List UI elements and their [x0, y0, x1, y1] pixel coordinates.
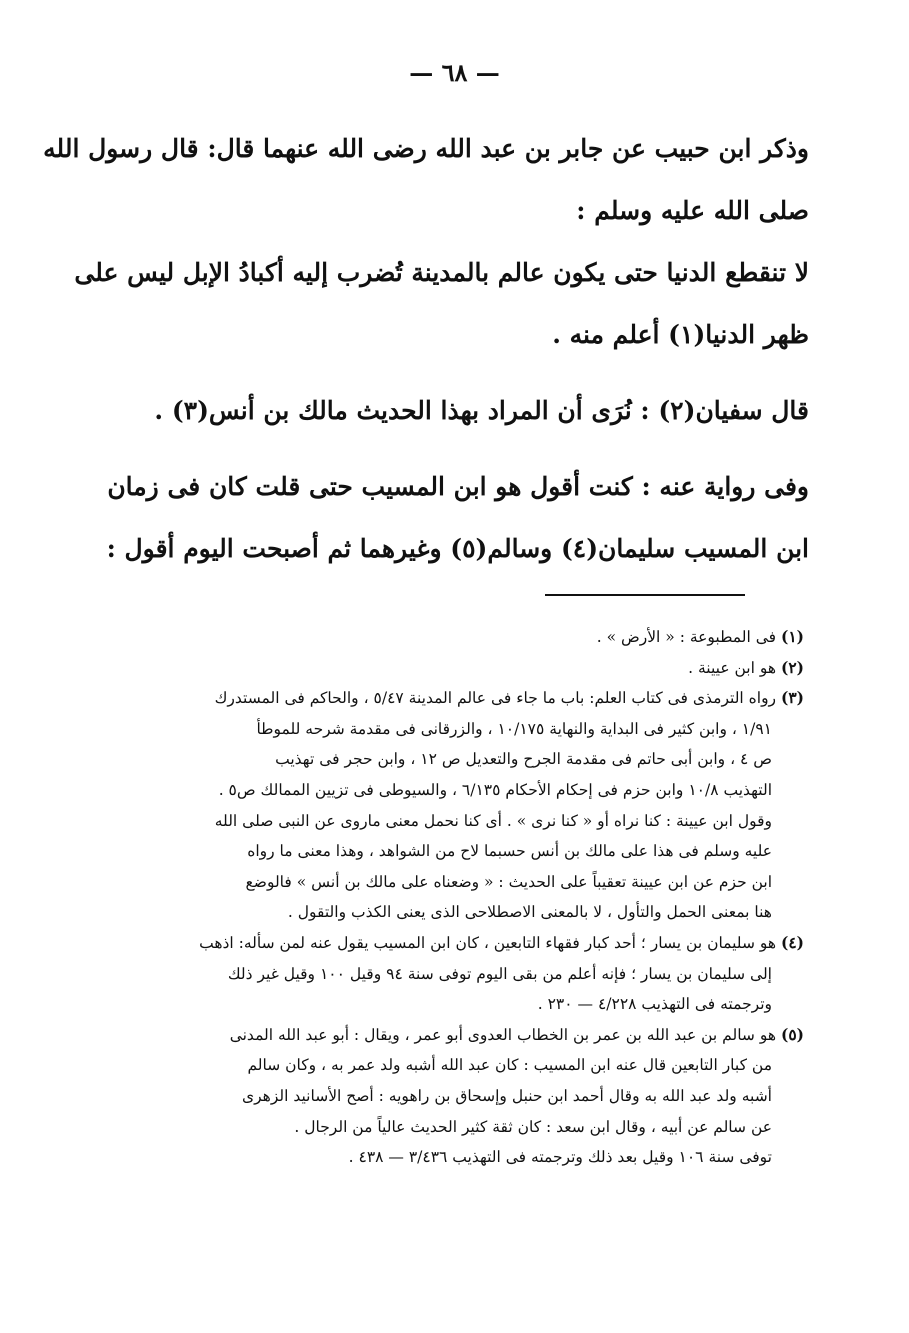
footnote-line: إلى سليمان بن يسار ؛ فإنه أعلم من بقى اليوم توفى سنة ٩٤ وقيل ١٠٠ وقيل غير ذلك — [227, 964, 772, 983]
footnote-line: التهذيب ١٠/٨ وابن حزم فى إحكام الأحكام ٦/١٣٥ ، والسيوطى فى تزيين الممالك ص٥ . — [218, 780, 772, 799]
footnote-line: هو سالم بن عبد الله بن عمر بن الخطاب العدوى أبو عمر ، ويقال : أبو عبد الله المدنى — [229, 1025, 777, 1044]
footnote-1 — [70, 622, 804, 653]
main-line: وفى رواية عنه : كنت أقول هو ابن المسيب حتى قلت كان فى زمان — [107, 472, 809, 501]
footnote-2 — [70, 653, 804, 684]
footnote-line: أشبه ولد عبد الله به وقال أحمد ابن حنبل وإسحاق بن راهويه : أصح الأسانيد الزهرى — [241, 1086, 772, 1105]
footnote-5 — [70, 1020, 804, 1173]
footnote-line: رواه الترمذى فى كتاب العلم: باب ما جاء فى عالم المدينة ٥/٤٧ ، والحاكم فى المستدرك — [214, 689, 777, 708]
footnote-4 — [70, 928, 804, 1020]
footnote-line: ١/٩١ ، وابن كثير فى البداية والنهاية ١٠/١٧٥ ، والزرقانى فى مقدمة شرحه للموطأ — [256, 719, 772, 738]
footnote-label: (٥) — [780, 1024, 804, 1044]
main-line: ابن المسيب سليمان(٤) وسالم(٥) وغيرهما ثم أصبحت اليوم أقول : — [106, 534, 809, 563]
footnote-line: وترجمته فى التهذيب ٤/٢٢٨ — ٢٣٠ . — [537, 995, 772, 1014]
footnote-line: هو ابن عيينة . — [688, 658, 777, 677]
footnote-line: هو سليمان بن يسار ؛ أحد كبار فقهاء التابعين ، كان ابن المسيب يقول عنه لمن سأله: اذهب — [199, 933, 777, 952]
footnote-line: عن سالم عن أبيه ، وقال ابن سعد : كان ثقة كثير الحديث عالياً من الرجال . — [294, 1117, 772, 1136]
footnote-line: من كبار التابعين قال عنه ابن المسيب : كان عبد الله أشبه ولد عمر به ، وكان سالم — [247, 1056, 772, 1075]
main-line: صلى الله عليه وسلم : — [576, 196, 809, 225]
footnotes — [70, 622, 804, 1173]
footnote-3 — [70, 683, 804, 928]
footnote-line: هنا بمعنى الحمل والتأول ، لا بالمعنى الاصطلاحى الذى يعنى الكذب والتقول . — [287, 903, 772, 922]
footnote-label: (٣) — [780, 688, 804, 708]
footnote-line: ابن حزم عن ابن عيينة تعقيباً على الحديث : « وضعناه على مالك بن أنس » فالوضع — [245, 872, 772, 891]
main-line: وذكر ابن حبيب عن جابر بن عبد الله رضى الله عنهما قال: قال رسول الله — [43, 134, 809, 163]
footnote-label: (٤) — [780, 932, 804, 952]
page-number: — ٦٨ — — [409, 58, 500, 87]
main-line: ظهر الدنيا(١) أعلم منه . — [552, 320, 809, 349]
footnote-line: وقول ابن عيينة : كنا نراه أو « كنا نرى » . أى كنا نحمل معنى ماروى عن النبى صلى الله — [214, 811, 772, 830]
main-line: قال سفيان(٢) : نُرَى أن المراد بهذا الحديث مالك بن أنس(٣) . — [154, 396, 809, 425]
footnote-line: ص ٤ ، وابن أبى حاتم فى مقدمة الجرح والتعديل ص ١٢ ، وابن حجر فى تهذيب — [275, 750, 772, 769]
footnote-line: عليه وسلم فى هذا على مالك بن أنس حسبما لاح من الشواهد ، وهذا معنى ما رواه — [247, 842, 772, 861]
footnote-separator — [545, 594, 745, 596]
footnote-label: (٢) — [780, 657, 804, 677]
footnote-label: (١) — [780, 627, 804, 646]
main-line: لا تنقطع الدنيا حتى يكون عالم بالمدينة تُضرب إليه أكبادُ الإبل ليس على — [74, 258, 809, 287]
main-text — [43, 118, 809, 580]
footnote-line: فى المطبوعة : « الأرض » . — [596, 628, 777, 646]
footnote-line: توفى سنة ١٠٦ وقيل بعد ذلك وترجمته فى التهذيب ٣/٤٣٦ — ٤٣٨ . — [348, 1148, 772, 1167]
